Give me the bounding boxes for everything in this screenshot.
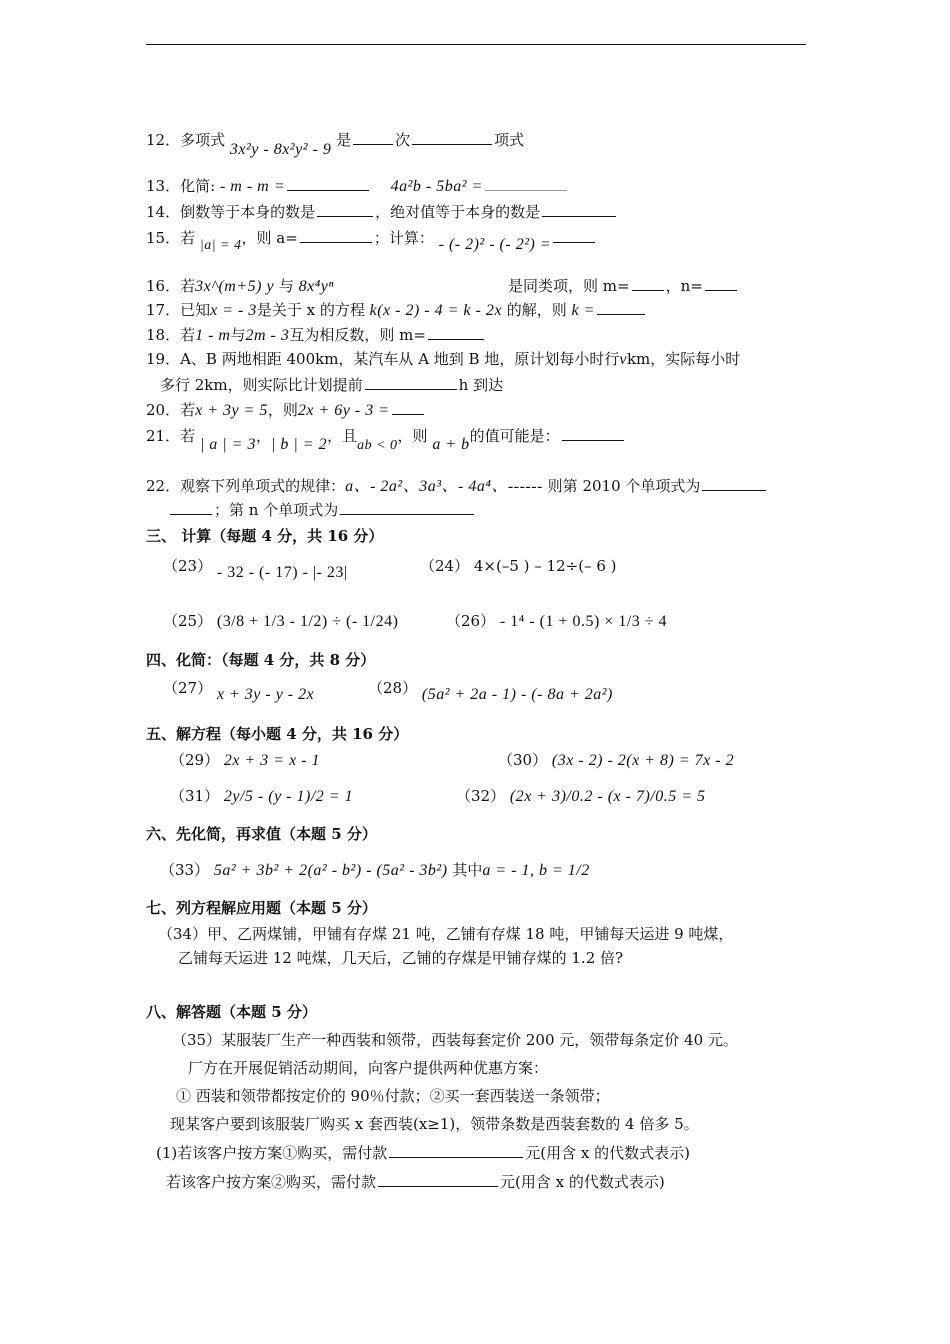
p33-expression: 5a² + 3b² + 2(a² - b²) - (5a² - 3b²) [213, 862, 448, 879]
q18-lead: 18．若 [146, 326, 196, 344]
header-rule [146, 44, 806, 45]
q14-blank-2[interactable] [542, 202, 616, 217]
p25-expression: (3/8 + 1/3 - 1/2) ÷ (- 1/24) [216, 613, 399, 630]
q18-text-b: 互为相反数，则 m= [289, 326, 426, 344]
problem-35-line-2: 厂方在开展促销活动期间，向客户提供两种优惠方案： [188, 1059, 549, 1077]
q13-expression-2: 4a²b - 5ba² = [390, 178, 483, 195]
problem-31 [170, 786, 353, 807]
question-22-line-1 [146, 476, 768, 497]
problem-33 [160, 860, 590, 881]
q16-expression-1: 3x^(m+5) y [195, 278, 275, 295]
q12-blank-1[interactable] [353, 130, 393, 145]
q22-lead: 22．观察下列单项式的规律： [146, 477, 346, 495]
section-4-title: 四、化简：（每题 4 分，共 8 分） [146, 651, 376, 669]
p35-part1-text-b: 元(用含 x 的代数式表示) [525, 1144, 690, 1162]
p23-expression: - 32 - (- 17) - |- 23| [216, 564, 348, 581]
q21-lead: 21．若 [146, 427, 196, 445]
q22-blank-1-continued[interactable] [170, 500, 212, 515]
q16-lead: 16．若 [146, 277, 196, 295]
question-17 [146, 300, 647, 321]
question-14 [146, 202, 618, 222]
q21-condition-3: ab < 0 [357, 438, 398, 453]
q16-blank-m[interactable] [632, 276, 664, 291]
q17-text-a: 是关于 x 的方程 [256, 301, 365, 319]
q21-text-a: ，且 [327, 427, 358, 445]
question-16-answer [508, 276, 739, 296]
q16-text-a: 与 [278, 277, 294, 295]
problem-35-line-1: （35）某服装厂生产一种西装和领带，西装每套定价 200 元，领带每条定价 40 元。 [172, 1031, 738, 1049]
q18-expression-2: 2m - 3 [245, 327, 290, 344]
q17-blank[interactable] [597, 300, 645, 315]
q21-condition-1: | a | = 3 [199, 436, 256, 453]
p23-number: （23） [163, 557, 213, 575]
q14-blank-1[interactable] [317, 202, 373, 217]
q13-blank-2[interactable] [485, 176, 567, 191]
q15-lead: 15．若 [146, 229, 196, 247]
problem-25 [163, 611, 398, 632]
problem-27 [163, 678, 315, 703]
q17-condition: x = - 3 [210, 302, 257, 319]
problem-26 [446, 611, 667, 632]
q21-blank[interactable] [562, 426, 624, 441]
q12-text-a: 是 [336, 131, 352, 149]
q12-lead: 12．多项式 [146, 131, 226, 149]
q16-expression-2: 8x⁴yⁿ [298, 278, 334, 295]
q22-text-b: ；第 n 个单项式为 [214, 501, 339, 519]
q12-blank-2[interactable] [412, 130, 492, 145]
q14-text-a: 14．倒数等于本身的数是 [146, 203, 316, 221]
section-7-title: 七、列方程解应用题（本题 5 分） [146, 899, 377, 917]
p31-expression: 2y/5 - (y - 1)/2 = 1 [223, 788, 354, 805]
p33-condition: a = - 1, b = 1/2 [482, 862, 590, 879]
problem-23 [163, 556, 348, 581]
p30-expression: (3x - 2) - 2(x + 8) = 7x - 2 [551, 752, 735, 769]
section-8-title: 八、解答题（本题 5 分） [146, 1003, 317, 1021]
q22-sequence: a、- 2a²、3a³、- 4a⁴、------ [345, 478, 543, 495]
section-3-title: 三、 计算（每题 4 分，共 16 分） [146, 527, 384, 545]
question-19-line-2 [160, 375, 503, 395]
p24-expression: 4×(–5 ) – 12÷(– 6 ) [473, 557, 617, 575]
question-12 [146, 130, 525, 158]
section-5-title: 五、解方程（每小题 4 分，共 16 分） [146, 725, 409, 743]
p35-part1-text-a: (1)若该客户按方案①购买，需付款 [156, 1144, 388, 1162]
p32-number: （32） [456, 787, 506, 805]
p35-blank-2[interactable] [378, 1172, 498, 1187]
p24-number: （24） [420, 557, 470, 575]
problem-30 [498, 750, 734, 771]
q20-text-a: ，则 [267, 401, 298, 419]
q19-variable: v [619, 351, 627, 368]
q16-text-b: 是同类项，则 m= [508, 277, 630, 295]
problem-35-line-6 [166, 1172, 665, 1192]
q20-blank[interactable] [392, 400, 424, 415]
q19-text-b: km，实际每小时 [626, 350, 741, 368]
p30-number: （30） [498, 751, 548, 769]
p35-part2-text-a: 若该客户按方案②购买，需付款 [166, 1173, 377, 1191]
p27-expression: x + 3y - y - 2x [216, 686, 315, 703]
p33-where: 其中 [452, 861, 483, 879]
q18-text-a: 与 [230, 326, 246, 344]
q21-condition-2: | b | = 2 [270, 436, 328, 453]
p35-blank-1[interactable] [389, 1143, 523, 1158]
q18-blank[interactable] [428, 325, 484, 340]
problem-34-line-2: 乙铺每天运进 12 吨煤，几天后，乙铺的存煤是甲铺存煤的 1.2 倍? [178, 949, 624, 967]
p33-number: （33） [160, 861, 210, 879]
p32-expression: (2x + 3)/0.2 - (x - 7)/0.5 = 5 [509, 788, 706, 805]
problem-35-line-5 [156, 1143, 690, 1163]
q13-blank-1[interactable] [287, 176, 369, 191]
problem-35-line-4: 现某客户要到该服装厂购买 x 套西装(x≥1)，领带条数是西装套数的 4 倍多 5。 [170, 1115, 699, 1133]
q20-lead: 20．若 [146, 401, 196, 419]
q15-expression: - (- 2)² - (- 2²) = [438, 236, 552, 253]
q21-text-c: 的值可能是： [469, 427, 560, 445]
problem-32 [456, 786, 706, 807]
problem-29 [170, 750, 320, 771]
q19-text-a: 19．A、B 两地相距 400km，某汽车从 A 地到 B 地，原计划每小时行 [146, 350, 620, 368]
q22-blank-2[interactable] [340, 500, 474, 515]
q12-expression: 3x²y - 8x²y² - 9 [229, 141, 332, 158]
q16-text-c: ，n= [665, 277, 703, 295]
p29-expression: 2x + 3 = x - 1 [223, 752, 320, 769]
q19-text-c: 多行 2km，则实际比计划提前 [160, 376, 363, 394]
question-16 [146, 276, 334, 297]
q17-lead: 17．已知 [146, 301, 211, 319]
q15-text-b: ；计算： [373, 229, 434, 247]
q15-blank-2[interactable] [553, 228, 595, 243]
q20-expression: 2x + 6y - 3 = [297, 402, 390, 419]
question-15 [146, 228, 597, 253]
q15-text-a: ，则 a= [241, 229, 298, 247]
q19-blank[interactable] [365, 375, 457, 390]
question-19-line-1 [146, 349, 740, 370]
problem-28 [368, 678, 613, 703]
p26-number: （26） [446, 612, 496, 630]
problem-35-line-3: ① 西装和领带都按定价的 90％付款；②买一套西装送一条领带； [176, 1087, 610, 1105]
q17-text-b: 的解，则 [506, 301, 567, 319]
p25-number: （25） [163, 612, 213, 630]
p28-number: （28） [368, 679, 418, 697]
q12-text-b: 次 [395, 131, 411, 149]
q22-blank-1[interactable] [702, 476, 766, 491]
q17-ask: k = [571, 302, 595, 319]
p27-number: （27） [163, 679, 213, 697]
q19-text-d: h 到达 [458, 376, 504, 394]
q15-blank-1[interactable] [300, 228, 372, 243]
q13-lead: 13．化简: [146, 177, 216, 195]
question-21: 21．若 | a | = 3，| b | = 2，且ab < 0，则 a + b的值可能是： [146, 426, 626, 448]
p29-number: （29） [170, 751, 220, 769]
p28-expression: (5a² + 2a - 1) - (- 8a + 2a²) [421, 686, 613, 703]
section-6-title: 六、先化简，再求值（本题 5 分） [146, 825, 377, 843]
question-13 [146, 176, 569, 197]
q16-blank-n[interactable] [705, 276, 737, 291]
p31-number: （31） [170, 787, 220, 805]
question-18 [146, 325, 486, 346]
p35-part2-text-b: 元(用含 x 的代数式表示) [500, 1173, 665, 1191]
q21-text-b: ，则 [397, 427, 428, 445]
q13-expression-1: - m - m = [219, 178, 285, 195]
problem-34-line-1: （34）甲、乙两煤铺，甲铺有存煤 21 吨，乙铺有存煤 18 吨，甲铺每天运进 9 吨煤， [158, 925, 734, 943]
q14-text-b: ，绝对值等于本身的数是 [375, 203, 541, 221]
q15-condition: |a| = 4 [199, 238, 242, 253]
question-22-line-2 [168, 500, 476, 520]
q22-text-a: 则第 2010 个单项式为 [547, 477, 701, 495]
p26-expression: - 1⁴ - (1 + 0.5) × 1/3 ÷ 4 [499, 613, 668, 630]
q17-equation: k(x - 2) - 4 = k - 2x [369, 302, 502, 319]
q20-condition: x + 3y = 5 [195, 402, 268, 419]
q18-expression-1: 1 - m [195, 327, 231, 344]
q12-text-c: 项式 [494, 131, 525, 149]
problem-24 [420, 556, 616, 576]
q21-expression: a + b [432, 436, 470, 453]
question-20 [146, 400, 426, 421]
